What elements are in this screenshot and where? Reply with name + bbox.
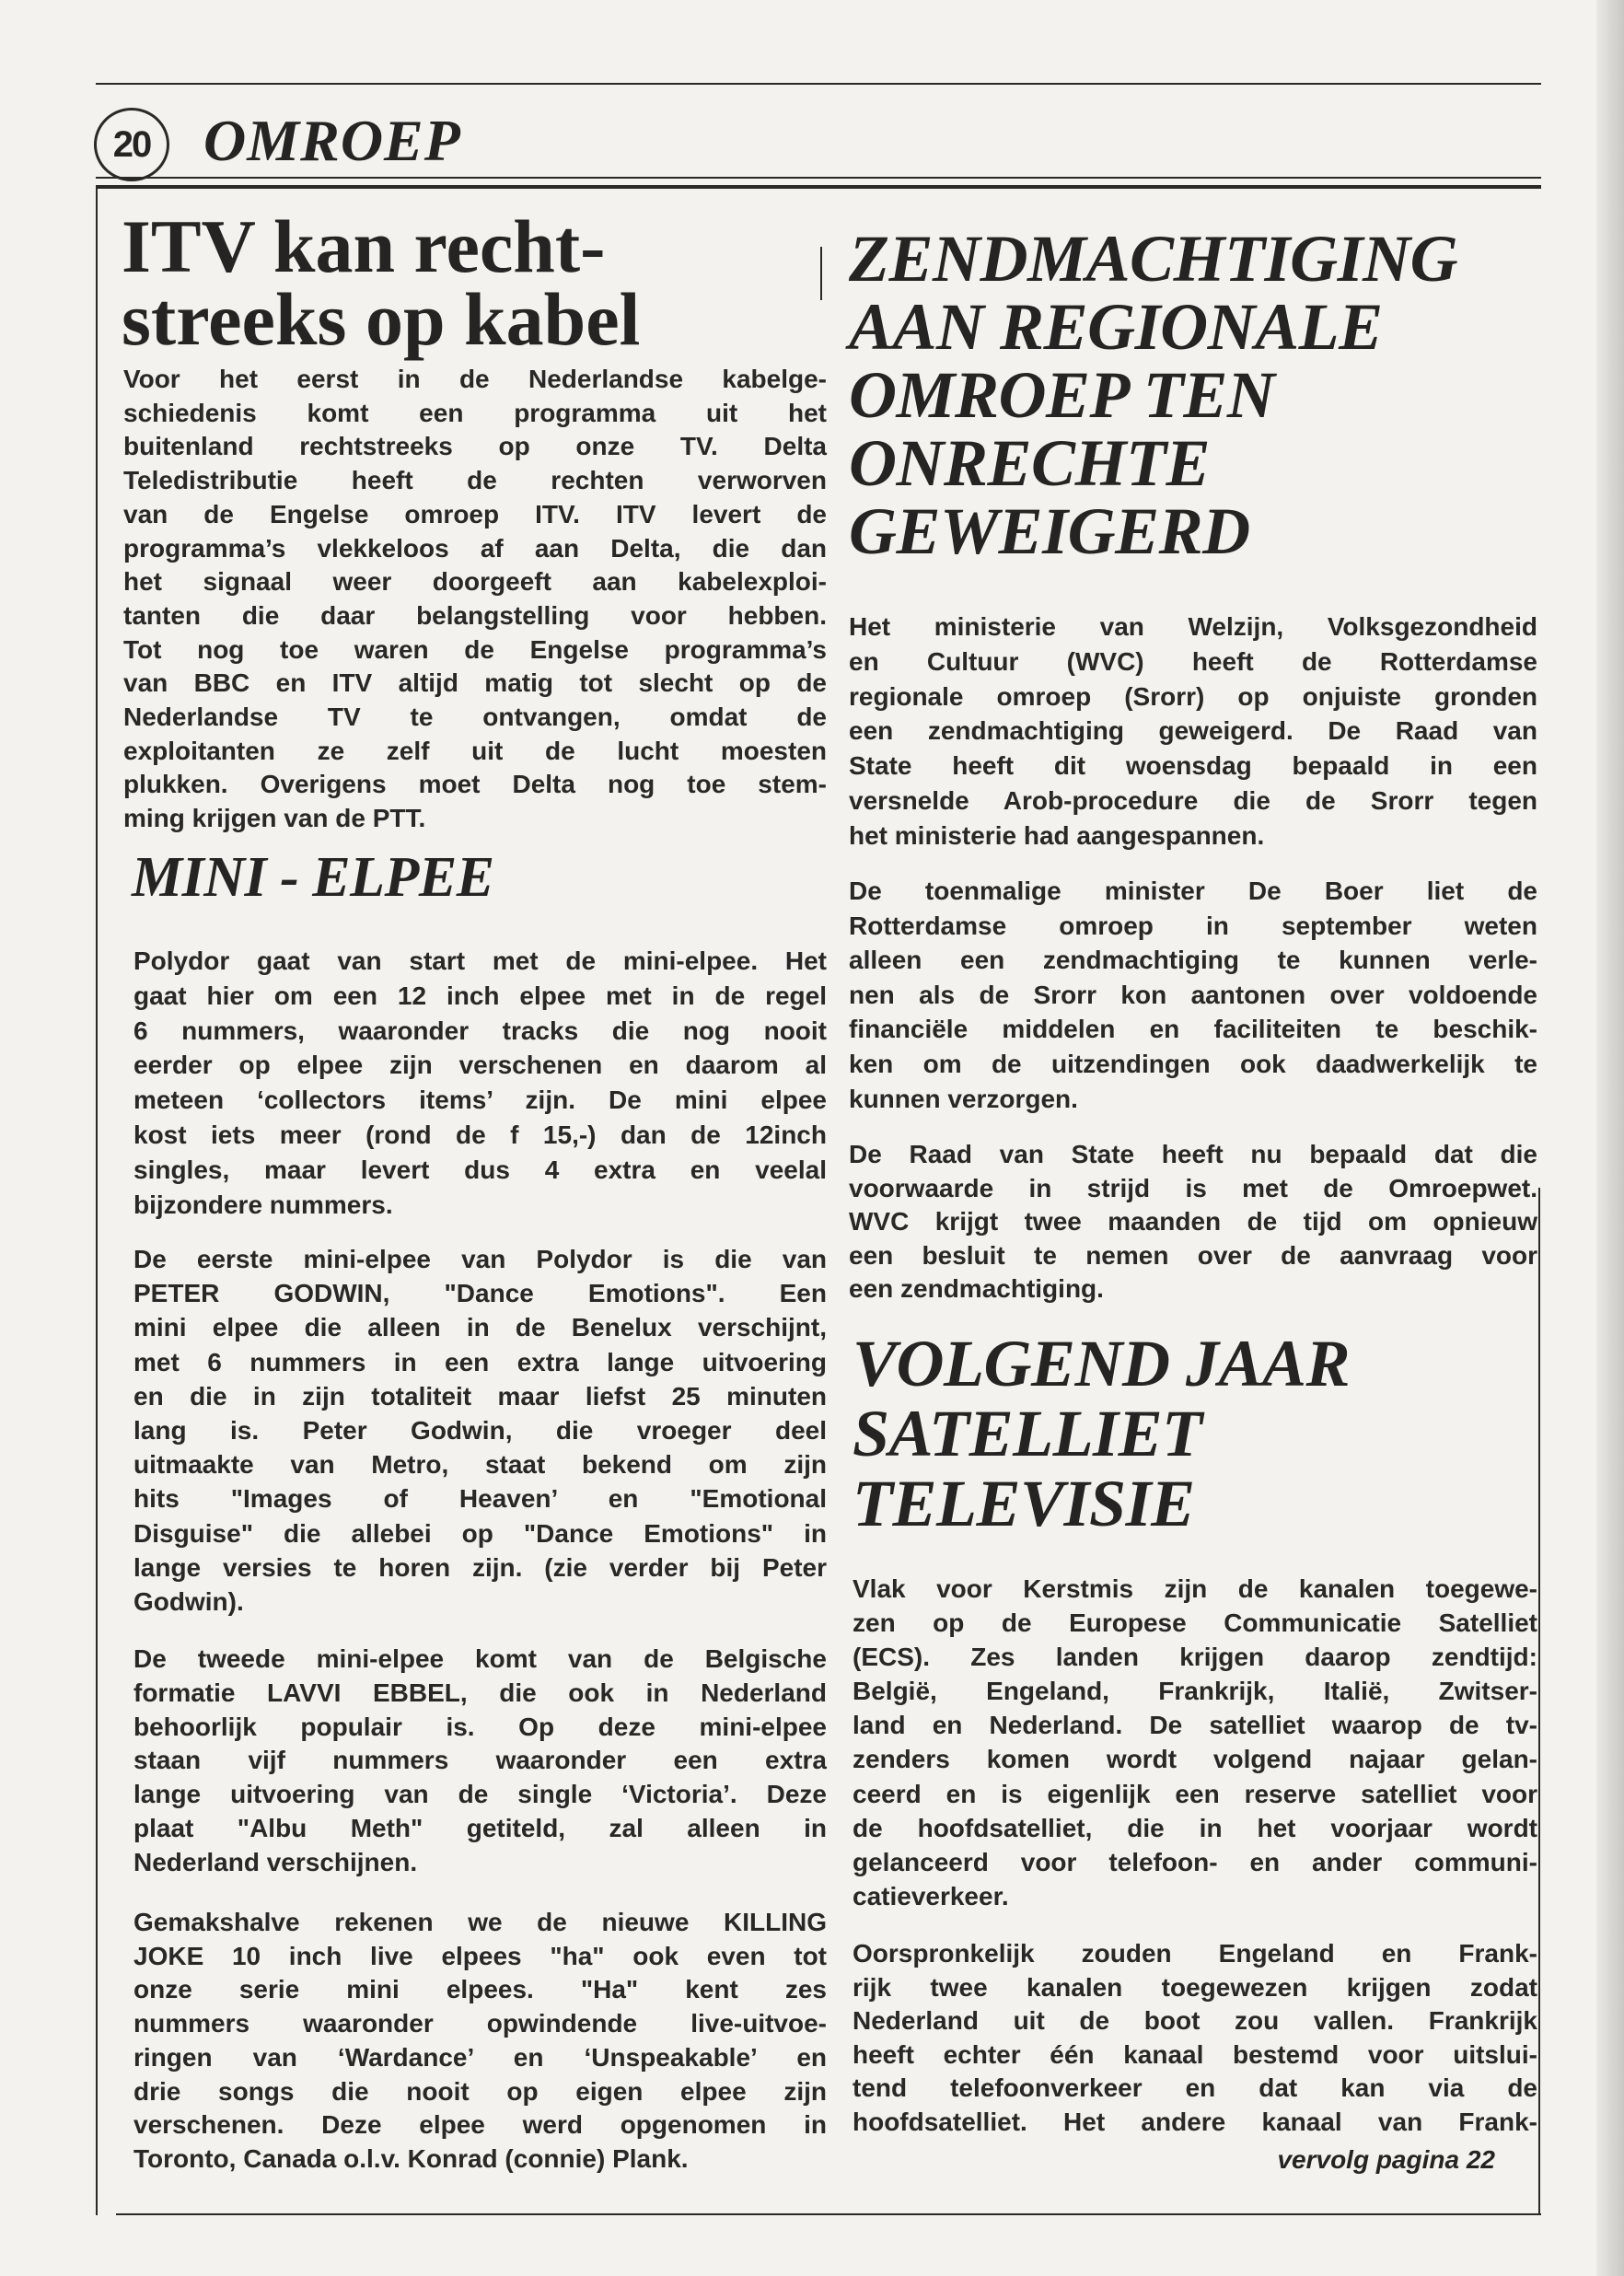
- text-line: een zendmachtiging geweigerd. De Raad van: [849, 716, 1537, 746]
- text-line: met 6 nummers in een extra lange uitvoering: [133, 1347, 827, 1376]
- headline-itv: [122, 204, 641, 361]
- text-line: hoofdsatelliet. Het andere kanaal van Frank-: [853, 2107, 1537, 2136]
- text-line: eerder op elpee zijn verschenen en daarom al: [133, 1051, 827, 1080]
- text-line: van BBC en ITV altijd matig tot slecht op de: [123, 668, 827, 698]
- text-line: ming krijgen van de PTT.: [123, 804, 426, 833]
- column-mark: [820, 247, 822, 300]
- text-line: alleen een zendmachtiging te kunnen verle-: [849, 946, 1537, 975]
- text-line: bijzondere nummers.: [133, 1190, 393, 1219]
- text-line: Oorspronkelijk zouden Engeland en Frank-: [853, 1939, 1537, 1968]
- paragraph: [853, 1937, 1537, 2140]
- text-line: rijk twee kanalen toegewezen krijgen zodat: [853, 1972, 1537, 2002]
- section-title: OMROEP: [203, 108, 461, 173]
- text-line: België, Engeland, Frankrijk, Italië, Zwitser-: [853, 1677, 1537, 1706]
- text-line: (ECS). Zes landen krijgen daarop zendtijd:: [853, 1643, 1537, 1672]
- continuation-note: vervolg pagina 22: [1277, 2145, 1495, 2174]
- text-line: heeft echter één kanaal bestemd voor uitslui-: [853, 2039, 1537, 2069]
- text-line: hits "Images of Heaven’ en "Emotional: [133, 1484, 827, 1514]
- headline-line: VOLGEND JAAR: [853, 1327, 1351, 1400]
- text-line: ceerd en is eigenlijk een reserve satelliet voor: [853, 1779, 1537, 1808]
- text-line: 6 nummers, waaronder tracks die nog nooit: [133, 1016, 827, 1045]
- subheading-mini-elpee: MINI - ELPEE: [132, 846, 494, 909]
- headline-zendmachtiging: [849, 222, 1458, 568]
- text-line: tanten die daar belangstelling voor hebben.: [123, 600, 827, 630]
- text-line: De tweede mini-elpee komt van de Belgische: [133, 1644, 827, 1673]
- paragraph: [133, 1906, 827, 2177]
- text-line: Rotterdamse omroep in september weten: [849, 911, 1537, 940]
- header-rule-thick: [96, 185, 1541, 189]
- text-line: lange versies te horen zijn. (zie verder bij Peter: [133, 1552, 827, 1582]
- headline-line: ZENDMACHTIGING: [849, 222, 1458, 296]
- frame-left: [96, 185, 98, 2215]
- text-line: lange uitvoering van de single ‘Victoria’. Deze: [133, 1780, 827, 1809]
- text-line: exploitanten ze zelf uit de lucht moesten: [123, 736, 827, 765]
- headline-line: streeks op kabel: [122, 277, 641, 361]
- text-line: tend telefoonverkeer en dat kan via de: [853, 2073, 1537, 2103]
- text-line: catieverkeer.: [853, 1881, 1009, 1910]
- text-line: Nederland uit de boot zou vallen. Frankrijk: [853, 2006, 1537, 2036]
- text-line: zenders komen wordt volgend najaar gelan-: [853, 1745, 1537, 1774]
- text-line: State heeft dit woensdag bepaald in een: [849, 751, 1537, 781]
- text-line: meteen ‘collectors items’ zijn. De mini elpee: [133, 1086, 827, 1115]
- text-line: drie songs die nooit op eigen elpee zijn: [133, 2076, 827, 2106]
- text-line: Tot nog toe waren de Engelse programma’s: [123, 634, 827, 664]
- text-line: buitenland rechtstreeks op onze TV. Delta: [123, 432, 827, 461]
- paragraph: [853, 1572, 1537, 1913]
- paragraph: [123, 363, 827, 836]
- text-line: De eerste mini-elpee van Polydor is die van: [133, 1245, 827, 1273]
- frame-bottom: [116, 2213, 1541, 2215]
- text-line: de hoofdsatelliet, die in het voorjaar wordt: [853, 1813, 1537, 1842]
- text-line: ken om de uitzendingen ook daadwerkelijk te: [849, 1049, 1537, 1078]
- text-line: Disguise" die allebei op "Dance Emotions" in: [133, 1518, 827, 1548]
- text-line: verschenen. Deze elpee werd opgenomen in: [133, 2110, 827, 2140]
- text-line: een besluit te nemen over de aanvraag voor: [849, 1240, 1537, 1270]
- text-line: zen op de Europese Communicatie Satelliet: [853, 1608, 1537, 1638]
- text-line: en Cultuur (WVC) heeft de Rotterdamse: [849, 646, 1537, 676]
- text-line: WVC krijgt twee maanden de tijd om opnieuw: [849, 1207, 1537, 1237]
- text-line: Teledistributie heeft de rechten verworven: [123, 466, 827, 495]
- text-line: schiedenis komt een programma uit het: [123, 398, 827, 427]
- text-line: regionale omroep (Srorr) op onjuiste gronden: [849, 681, 1537, 711]
- text-line: land en Nederland. De satelliet waarop de tv-: [853, 1711, 1537, 1740]
- text-line: staan vijf nummers waaronder een extra: [133, 1746, 827, 1775]
- top-rule: [96, 83, 1541, 85]
- text-line: programma’s vlekkeloos af aan Delta, die dan: [123, 533, 827, 563]
- text-line: uitmaakte van Metro, staat bekend om zijn: [133, 1450, 827, 1480]
- paragraph: [133, 1242, 827, 1619]
- text-line: formatie LAVVI EBBEL, die ook in Nederland: [133, 1678, 827, 1707]
- text-line: financiële middelen en faciliteiten te beschik-: [849, 1015, 1537, 1044]
- text-line: kost iets meer (rond de f 15,-) dan de 12inch: [133, 1120, 827, 1149]
- text-line: Vlak voor Kerstmis zijn de kanalen toegewe-: [853, 1574, 1537, 1603]
- text-line: JOKE 10 inch live elpees "ha" ook even tot: [133, 1941, 827, 1970]
- text-line: voorwaarde in strijd is met de Omroepwet.: [849, 1173, 1537, 1202]
- text-line: Het ministerie van Welzijn, Volksgezondheid: [849, 612, 1537, 641]
- text-line: Voor het eerst in de Nederlandse kabelge-: [123, 365, 827, 393]
- text-line: Nederland verschijnen.: [133, 1847, 418, 1876]
- text-line: het ministerie had aangespannen.: [849, 820, 1265, 850]
- paragraph: [849, 1138, 1537, 1306]
- frame-right: [1538, 1188, 1540, 2215]
- text-line: singles, maar levert dus 4 extra en veelal: [133, 1155, 827, 1184]
- headline-line: ITV kan recht-: [122, 204, 606, 288]
- headline-line: OMROEP TEN: [849, 358, 1275, 432]
- paragraph: [849, 874, 1537, 1116]
- text-line: mini elpee die alleen in de Benelux verschijnt,: [133, 1313, 827, 1342]
- text-line: gelanceerd voor telefoon- en ander communi-: [853, 1847, 1537, 1876]
- text-line: Polydor gaat van start met de mini-elpee. Het: [133, 946, 827, 975]
- paragraph: [133, 944, 827, 1222]
- page-number: 20: [94, 108, 169, 181]
- text-line: De toenmalige minister De Boer liet de: [849, 877, 1537, 905]
- headline-line: ONRECHTE: [849, 426, 1211, 500]
- header-rule: [96, 177, 1541, 179]
- text-line: Godwin).: [133, 1587, 244, 1617]
- paragraph: [133, 1643, 827, 1880]
- paragraph: [849, 610, 1537, 854]
- text-line: kunnen verzorgen.: [849, 1084, 1078, 1113]
- text-line: Nederlandse TV te ontvangen, omdat de: [123, 703, 827, 732]
- headline-satelliet: [853, 1329, 1350, 1539]
- text-line: een zendmachtiging.: [849, 1274, 1104, 1304]
- text-line: plaat "Albu Meth" getiteld, zal alleen in: [133, 1813, 827, 1842]
- text-line: versnelde Arob-procedure die de Srorr tegen: [849, 785, 1537, 815]
- text-line: Gemakshalve rekenen we de nieuwe KILLING: [133, 1908, 827, 1936]
- text-line: nen als de Srorr kon aantonen over voldoende: [849, 980, 1537, 1009]
- headline-line: AAN REGIONALE: [849, 290, 1383, 364]
- text-line: behoorlijk populair is. Op deze mini-elpee: [133, 1712, 827, 1741]
- headline-line: TELEVISIE: [853, 1467, 1195, 1540]
- text-line: lang is. Peter Godwin, die vroeger deel: [133, 1416, 827, 1446]
- text-line: plukken. Overigens moet Delta nog toe stem-: [123, 770, 827, 799]
- text-line: het signaal weer doorgeeft aan kabelexploi-: [123, 567, 827, 597]
- text-line: nummers waaronder opwindende live-uitvoe-: [133, 2009, 827, 2038]
- text-line: Toronto, Canada o.l.v. Konrad (connie) Plank.: [133, 2143, 689, 2173]
- text-line: en die in zijn totaliteit maar liefst 25 minuten: [133, 1381, 827, 1411]
- text-line: van de Engelse omroep ITV. ITV levert de: [123, 499, 827, 528]
- text-line: gaat hier om een 12 inch elpee met in de regel: [133, 981, 827, 1010]
- headline-line: GEWEIGERD: [849, 494, 1250, 568]
- text-line: onze serie mini elpees. "Ha" kent zes: [133, 1975, 827, 2004]
- page-edge-shadow: [1596, 0, 1624, 2276]
- text-line: De Raad van State heeft nu bepaald dat die: [849, 1140, 1537, 1168]
- headline-line: SATELLIET: [853, 1397, 1202, 1470]
- text-line: ringen van ‘Wardance’ en ‘Unspeakable’ en: [133, 2042, 827, 2072]
- text-line: PETER GODWIN, "Dance Emotions". Een: [133, 1279, 827, 1308]
